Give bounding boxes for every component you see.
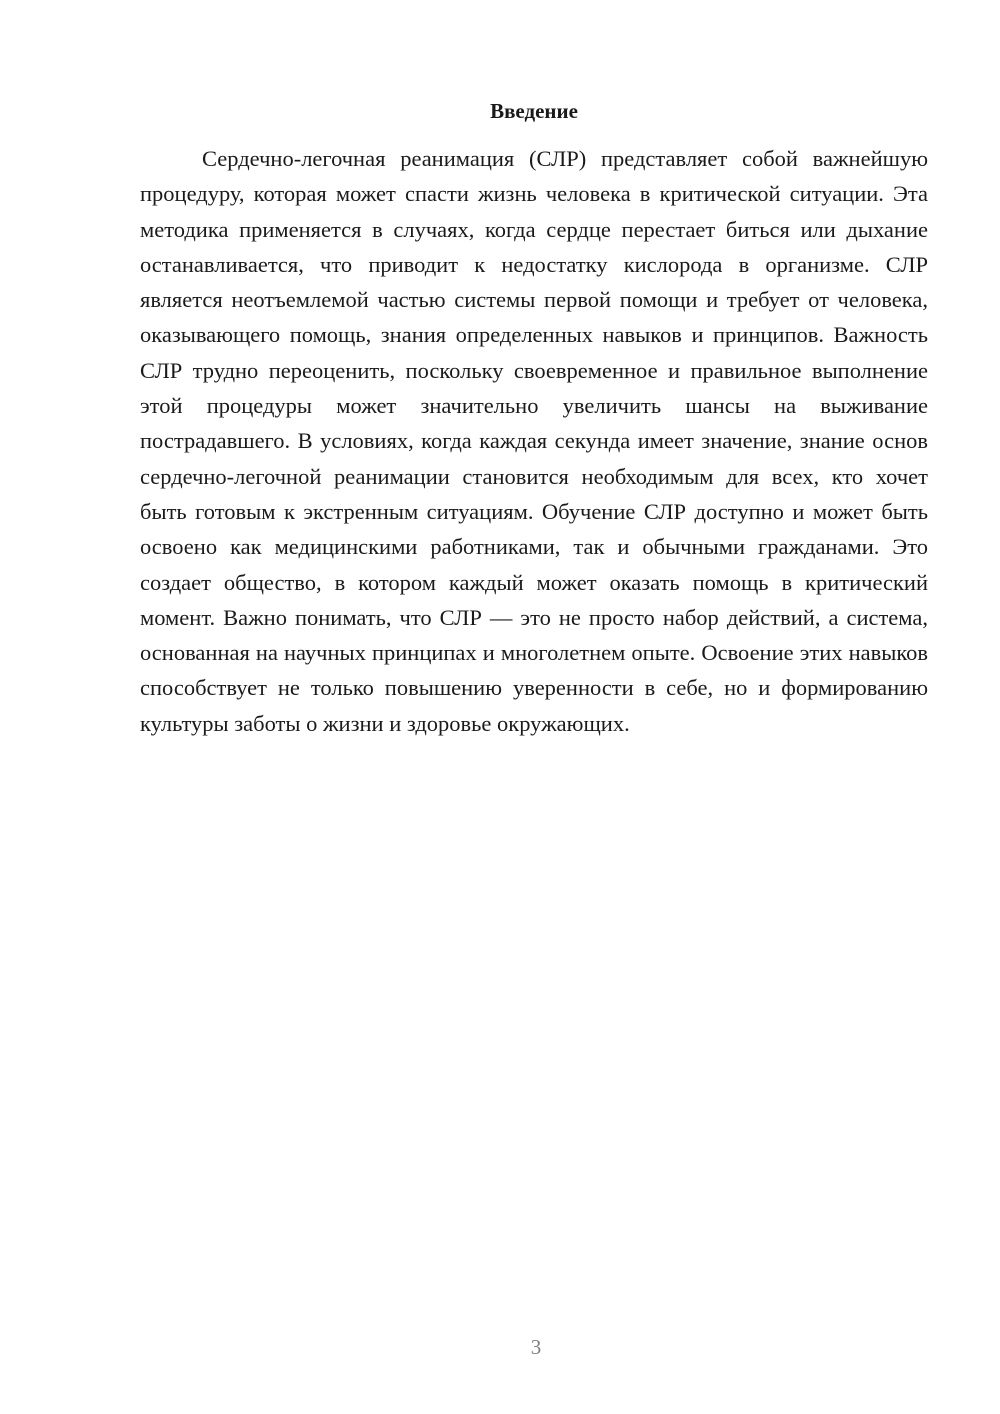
page-number: 3	[530, 1335, 542, 1359]
body-paragraph: Сердечно-легочная реанимация (СЛР) представляет собой важнейшую процедуру, которая может спасти жизнь человека в критической ситуации. Эта методика применяется в случаях, когда сердце перестает биться или дыхание останавливается, что приводит к недостатку кислорода в организме. СЛР является неотъемлемой частью системы первой помощи и требует от человека, оказывающего помощь, знания определенных навыков и принципов. Важность СЛР трудно переоценить, поскольку своевременное и правильное выполнение этой процедуры может значительно увеличить шансы на выживание пострадавшего. В условиях, когда каждая секунда имеет значение, знание основ сердечно-легочной реанимации становится необходимым для всех, кто хочет быть готовым к экстренным ситуациям. Обучение СЛР доступно и может быть освоено как медицинскими работниками, так и обычными гражданами. Это создает общество, в котором каждый может оказать помощь в критический момент. Важно понимать, что СЛР — это не просто набор действий, а система, основанная на научных принципах и многолетнем опыте. Освоение этих навыков способствует не только повышению уверенности в себе, но и формированию культуры заботы о жизни и здоровье окружающих.	[140, 146, 928, 736]
section-heading: Введение	[490, 99, 578, 123]
